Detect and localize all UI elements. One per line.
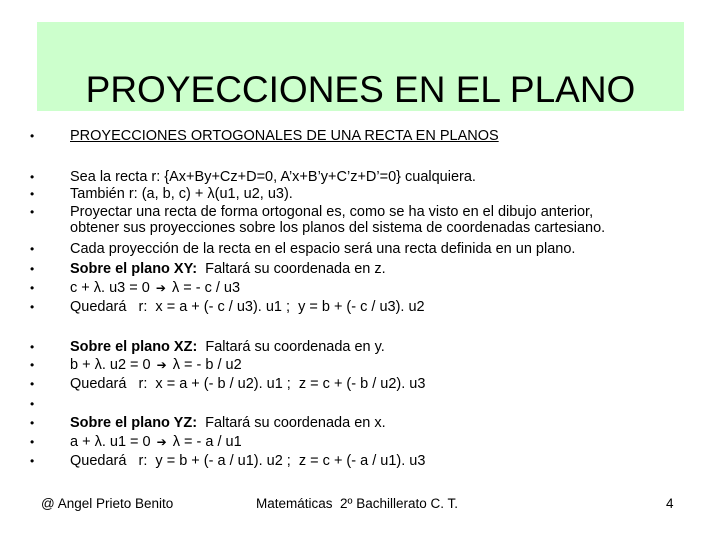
yz-note: Faltará su coordenada en x. [205,415,386,431]
bullet-icon: • [30,397,35,411]
slide-title: PROYECCIONES EN EL PLANO [85,69,636,110]
xy-label: Sobre el plano XY: [70,261,198,277]
yz-equation [70,434,242,451]
footer-author: @ Angel Prieto Benito [41,496,174,511]
xy-heading-line [70,261,386,278]
xy-eq-left: c + λ. u3 = 0 [70,280,150,296]
arrow-right-icon: ➔ [156,358,167,372]
xz-label: Sobre el plano XZ: [70,339,198,355]
yz-heading-line [70,415,386,432]
xz-heading-line [70,339,385,356]
arrow-right-icon: ➔ [155,281,166,295]
section-heading: PROYECCIONES ORTOGONALES DE UNA RECTA EN PLANOS [70,128,499,144]
page-number: 4 [666,496,674,511]
footer-course: Matemáticas 2º Bachillerato C. T. [256,496,459,511]
xy-eq-right: λ = - c / u3 [171,280,241,296]
intro-line-1: Sea la recta r: {Ax+By+Cz+D=0, A’x+B’y+C’z+D’=0} cualquiera. [70,169,476,185]
bullet-icon: • [30,377,35,391]
xz-eq-left: b + λ. u2 = 0 [70,357,151,373]
xy-result: Quedará r: x = a + (- c / u3). u1 ; y = b + (- c / u3). u2 [70,299,425,315]
bullet-icon: • [30,435,35,449]
xz-note: Faltará su coordenada en y. [205,339,385,355]
intro-line-4: obtener sus proyecciones sobre los planos del sistema de coordenadas cartesiano. [70,220,606,236]
bullet-icon: • [30,205,35,219]
yz-label: Sobre el plano YZ: [70,415,198,431]
arrow-right-icon: ➔ [156,435,167,449]
intro-line-2: También r: (a, b, c) + λ(u1, u2, u3). [70,186,293,202]
bullet-icon: • [30,129,35,143]
bullet-icon: • [30,454,35,468]
xz-result: Quedará r: x = a + (- b / u2). u1 ; z = c + (- b / u2). u3 [70,376,426,392]
bullet-icon: • [30,300,35,314]
bullet-icon: • [30,262,35,276]
bullet-icon: • [30,187,35,201]
xy-note: Faltará su coordenada en z. [205,261,386,277]
bullet-icon: • [30,358,35,372]
intro-line-3: Proyectar una recta de forma ortogonal es, como se ha visto en el dibujo anterior, [70,204,594,220]
yz-result: Quedará r: y = b + (- a / u1). u2 ; z = c + (- a / u1). u3 [70,453,426,469]
xz-eq-right: λ = - b / u2 [172,357,242,373]
bullet-icon: • [30,340,35,354]
bullet-icon: • [30,281,35,295]
xy-equation [70,280,240,297]
bullet-icon: • [30,416,35,430]
xz-equation [70,357,242,374]
bullet-icon: • [30,170,35,184]
yz-eq-left: a + λ. u1 = 0 [70,434,151,450]
yz-eq-right: λ = - a / u1 [172,434,242,450]
bullet-icon: • [30,242,35,256]
intro-line-5: Cada proyección de la recta en el espacio será una recta definida en un plano. [70,241,576,257]
